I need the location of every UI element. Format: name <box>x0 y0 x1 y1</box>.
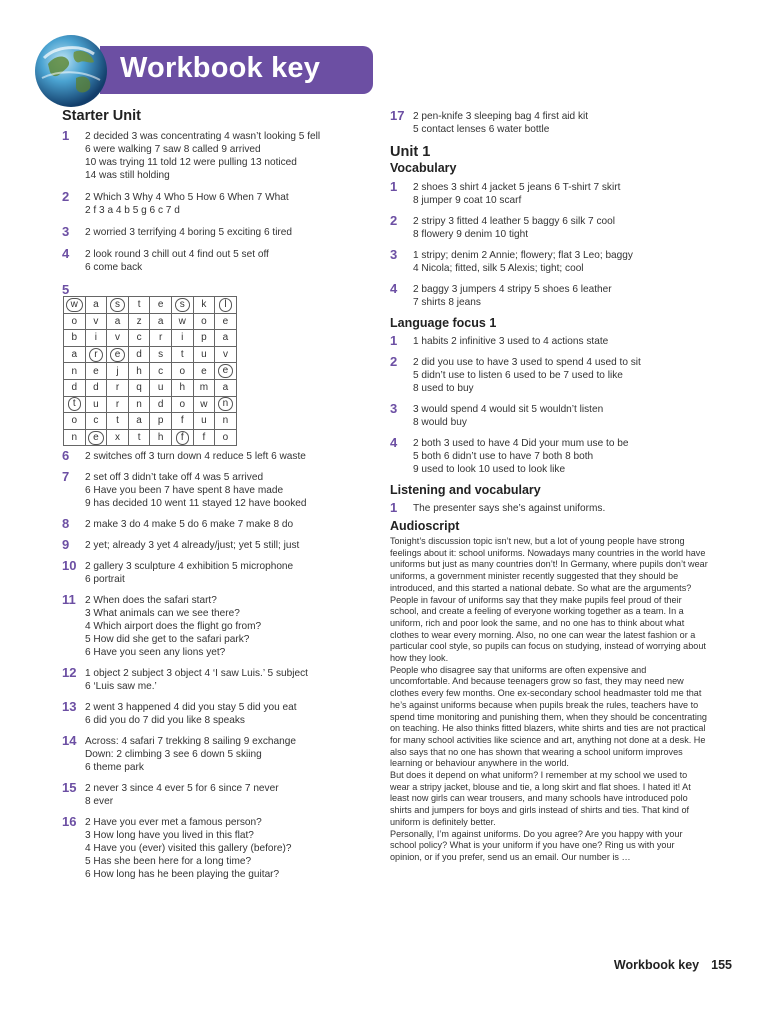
answer-line: 8 used to buy <box>413 383 474 394</box>
answer-line: 2 Have you ever met a famous person? <box>85 817 262 829</box>
grid-letter: h <box>179 382 186 394</box>
exercise <box>62 471 392 510</box>
answer-line: 14 was still holding <box>85 170 170 181</box>
exercise-number: 4 <box>62 246 70 261</box>
exercise <box>390 356 720 395</box>
exercise-number: 11 <box>62 592 76 608</box>
grid-cell <box>64 313 86 330</box>
grid-cell <box>150 330 172 347</box>
grid-cell <box>171 413 193 430</box>
exercise-number: 10 <box>62 558 77 574</box>
grid-letter: s <box>158 349 164 361</box>
grid-letter: a <box>222 332 229 344</box>
grid-row <box>64 379 237 396</box>
grid-letter: i <box>181 332 184 344</box>
wordsearch-grid <box>63 296 237 446</box>
grid-letter: a <box>114 315 121 327</box>
grid-cell <box>64 413 86 430</box>
answer-line: 4 Have you (ever) visited this gallery (before)? <box>85 843 292 855</box>
answer-line: 2 look round 3 chill out 4 find out 5 set off <box>85 249 269 260</box>
grid-cell <box>85 379 107 396</box>
answer-line: 5 both 6 didn’t use to have 7 both 8 both <box>413 451 594 462</box>
grid-cell <box>128 396 150 413</box>
answer-line: 6 portrait <box>85 574 125 586</box>
grid-cell <box>193 429 215 446</box>
grid-cell <box>171 396 193 413</box>
audioscript <box>390 536 708 864</box>
exercise-number: 2 <box>62 189 70 204</box>
grid-letter: f <box>202 432 206 444</box>
grid-cell <box>171 330 193 347</box>
exercise-number: 7 <box>62 469 70 485</box>
answer-line: 6 did you do 7 did you like 8 speaks <box>85 715 245 727</box>
grid-letter: v <box>222 349 228 361</box>
exercise <box>62 701 392 727</box>
grid-letter: v <box>93 315 99 327</box>
audioscript-paragraph: People who disagree say that uniforms are often expensive and uncomfortable. And because teenagers grow so fast, they may need new clothes every few months. One ex-secondary school headmaster told me that he’s against uniforms because when pupils break the rules, teachers have to spend time monitoring and punishing them, when they should be concentrating on teaching. He also thinks fitted blazers, white shirts and ties are not practical for many school activities like science and art, anything not done at a desk. He also says that no one has shown that wearing a school uniform improves learning or behaviour anywhere in the world. <box>390 664 707 769</box>
grid-letter: r <box>159 332 163 344</box>
answer-line: 2 went 3 happened 4 did you stay 5 did you eat <box>85 702 297 714</box>
grid-cell <box>85 297 107 314</box>
grid-letter: f <box>180 415 184 427</box>
grid-letter: n <box>218 397 234 411</box>
grid-cell <box>150 313 172 330</box>
answer-line: 6 How long has he been playing the guitar? <box>85 869 280 881</box>
grid-letter: k <box>201 299 207 311</box>
exercise <box>390 181 720 207</box>
answer-line: 6 ‘Luis saw me.’ <box>85 681 157 693</box>
grid-cell <box>107 379 129 396</box>
exercise-number: 13 <box>62 699 77 715</box>
answer-line: 1 habits 2 infinitive 3 used to 4 actions state <box>413 336 609 347</box>
exercise <box>390 249 720 275</box>
grid-cell <box>150 429 172 446</box>
exercise-number: 2 <box>390 213 398 228</box>
audioscript-paragraph: Tonight’s discussion topic isn’t new, but a lot of young people have strong feelings about it: school uniforms. Nowadays many countries in the world have uniforms but just as many countries don’t! In Germany, where pupils don’t wear uniforms, a government minister recently suggested that they should be introduced, and this started a national debate. So what are the arguments? <box>390 536 708 593</box>
grid-cell <box>150 363 172 380</box>
answer-line: 2 switches off 3 turn down 4 reduce 5 left 6 waste <box>85 451 306 463</box>
exercise <box>390 437 720 476</box>
answer-line: 2 shoes 3 shirt 4 jacket 5 jeans 6 T-shirt 7 skirt <box>413 182 621 193</box>
grid-letter: e <box>218 364 234 378</box>
right-column <box>390 110 720 864</box>
answer-line: 2 pen-knife 3 sleeping bag 4 first aid kit <box>413 111 589 122</box>
section-title-language-focus: Language focus 1 <box>390 316 497 330</box>
answer-line: 4 Which airport does the flight go from? <box>85 621 262 633</box>
grid-letter: o <box>179 365 186 377</box>
grid-cell <box>150 346 172 363</box>
exercise-number: 4 <box>390 281 398 296</box>
grid-cell <box>193 413 215 430</box>
grid-cell <box>107 330 129 347</box>
grid-letter: w <box>66 298 83 312</box>
audioscript-paragraph: Personally, I’m against uniforms. Do you agree? Are you happy with your school policy? What is your uniform if you have one? Ring us with your opinion, or if you prefer, send us an email. Our number is … <box>390 828 683 862</box>
answer-line: 5 contact lenses 6 water bottle <box>413 124 550 135</box>
grid-letter: o <box>71 415 78 427</box>
answer-line: 9 has decided 10 went 11 stayed 12 have booked <box>85 498 307 510</box>
grid-cell <box>215 346 237 363</box>
grid-cell <box>85 413 107 430</box>
exercise-number: 1 <box>390 500 398 515</box>
grid-cell <box>150 379 172 396</box>
exercise <box>390 283 720 309</box>
answer-line: 2 When does the safari start? <box>85 595 217 607</box>
grid-cell <box>193 379 215 396</box>
grid-cell <box>128 297 150 314</box>
grid-cell <box>85 396 107 413</box>
exercise <box>62 735 392 774</box>
grid-letter: e <box>110 348 126 362</box>
grid-letter: o <box>201 315 207 327</box>
grid-letter: a <box>157 315 164 327</box>
answer-line: Across: 4 safari 7 trekking 8 sailing 9 exchange <box>85 736 296 748</box>
grid-cell <box>128 346 150 363</box>
exercise-number: 2 <box>390 354 398 369</box>
grid-letter: t <box>137 299 141 311</box>
grid-cell <box>107 363 129 380</box>
exercise-number: 1 <box>390 333 398 348</box>
grid-cell <box>193 330 215 347</box>
grid-cell <box>215 413 237 430</box>
grid-cell <box>107 313 129 330</box>
grid-row <box>64 363 237 380</box>
section-title-audioscript: Audioscript <box>390 519 460 533</box>
grid-letter: u <box>201 349 207 361</box>
grid-letter: m <box>199 382 209 394</box>
grid-cell <box>64 396 86 413</box>
grid-cell <box>215 396 237 413</box>
answer-line: 6 Have you seen any lions yet? <box>85 647 226 659</box>
grid-cell <box>107 346 129 363</box>
answer-line: 1 stripy; denim 2 Annie; flowery; flat 3 Leo; baggy <box>413 250 633 261</box>
grid-cell <box>64 346 86 363</box>
grid-cell <box>193 363 215 380</box>
grid-letter: a <box>136 415 142 427</box>
grid-letter: l <box>219 298 231 312</box>
answer-line: 8 jumper 9 coat 10 scarf <box>413 195 522 206</box>
answer-line: 2 baggy 3 jumpers 4 stripy 5 shoes 6 leather <box>413 284 612 295</box>
grid-cell <box>193 346 215 363</box>
grid-row <box>64 429 237 446</box>
audioscript-paragraph: People in favour of uniforms say that they make pupils feel proud of their school, and create a feeling of everyone working together as a team. In a uniform, rich and poor look the same, and no one has to think about what clothes to wear every morning. Also, no one can wear the latest fashion or a particular cool style, so pupils can focus on studying, instead of worrying about how they look. <box>390 594 706 664</box>
page-footer <box>614 958 732 972</box>
answer-line: 5 didn’t use to listen 6 used to be 7 used to like <box>413 370 623 381</box>
language-focus-list <box>390 335 720 476</box>
grid-letter: a <box>222 382 229 394</box>
exercise <box>62 667 392 693</box>
grid-cell <box>128 363 150 380</box>
answer-line: 2 gallery 3 sculpture 4 exhibition 5 microphone <box>85 561 294 573</box>
grid-letter: t <box>116 415 119 427</box>
grid-letter: o <box>179 398 186 410</box>
grid-cell <box>107 429 129 446</box>
exercise <box>62 226 392 239</box>
grid-cell <box>171 429 193 446</box>
exercise-number: 8 <box>62 516 70 532</box>
grid-letter: h <box>136 365 142 377</box>
grid-cell <box>128 330 150 347</box>
grid-cell <box>215 330 237 347</box>
grid-letter: e <box>157 299 164 311</box>
grid-letter: p <box>201 332 207 344</box>
grid-letter: o <box>222 432 229 444</box>
section-title-listening: Listening and vocabulary <box>390 483 541 497</box>
grid-letter: s <box>175 298 190 312</box>
exercise-number: 12 <box>62 665 77 681</box>
grid-row <box>64 396 237 413</box>
grid-letter: s <box>110 298 125 312</box>
exercise-number: 3 <box>62 224 70 239</box>
grid-cell <box>150 396 172 413</box>
answer-line: 6 Have you been 7 have spent 8 have made <box>85 485 284 497</box>
exercise <box>62 191 392 217</box>
grid-letter: n <box>71 432 78 444</box>
grid-letter: u <box>201 415 207 427</box>
grid-letter: a <box>71 349 78 361</box>
answer-line: 4 Nicola; fitted, silk 5 Alexis; tight; cool <box>413 263 584 274</box>
grid-letter: x <box>114 432 120 444</box>
grid-letter: b <box>71 332 78 344</box>
grid-cell <box>150 413 172 430</box>
grid-row <box>64 413 237 430</box>
answer-line: 2 did you use to have 3 used to spend 4 used to sit <box>413 357 641 368</box>
globe-icon <box>34 34 108 108</box>
grid-row <box>64 346 237 363</box>
exercise <box>390 215 720 241</box>
listening-list <box>390 502 720 515</box>
answer-line: 7 shirts 8 jeans <box>413 297 481 308</box>
exercise <box>390 502 720 515</box>
answer-line: The presenter says she’s against uniforms. <box>413 503 606 514</box>
exercise <box>62 560 392 586</box>
exercise <box>390 403 720 429</box>
grid-cell <box>128 429 150 446</box>
left-column <box>62 110 392 889</box>
footer-label: Workbook key <box>613 958 700 972</box>
exercise-number: 3 <box>390 247 398 262</box>
grid-letter: r <box>115 398 120 410</box>
answer-line: 2 both 3 used to have 4 Did your mum use to be <box>413 438 629 449</box>
grid-letter: a <box>93 299 99 311</box>
exercise-number: 14 <box>62 733 77 749</box>
grid-cell <box>171 346 193 363</box>
grid-row <box>64 330 237 347</box>
answer-line: 3 How long have you lived in this flat? <box>85 830 254 842</box>
exercise <box>62 450 392 463</box>
exercise-list-b <box>62 450 392 881</box>
grid-cell <box>85 363 107 380</box>
exercise-number: 1 <box>390 179 398 194</box>
grid-cell <box>193 313 215 330</box>
answer-line: 2 decided 3 was concentrating 4 wasn’t looking 5 fell <box>85 131 321 142</box>
grid-letter: q <box>136 382 142 394</box>
grid-letter: t <box>137 432 141 444</box>
grid-cell <box>85 313 107 330</box>
grid-cell <box>128 313 150 330</box>
section-title-starter: Starter Unit <box>62 108 141 124</box>
grid-cell <box>85 346 107 363</box>
grid-letter: r <box>115 382 120 394</box>
answer-line: 2 Which 3 Why 4 Who 5 How 6 When 7 What <box>85 192 289 203</box>
grid-letter: w <box>178 315 186 327</box>
grid-cell <box>215 363 237 380</box>
grid-cell <box>171 313 193 330</box>
exercise-number: 5 <box>62 282 70 297</box>
exercise <box>62 782 392 808</box>
vocabulary-list <box>390 181 720 309</box>
grid-letter: v <box>114 332 120 344</box>
grid-letter: t <box>180 349 184 361</box>
exercise-wordsearch <box>62 283 392 446</box>
exercise-number: 3 <box>390 401 398 416</box>
grid-cell <box>215 379 237 396</box>
grid-letter: d <box>157 398 164 410</box>
grid-letter: e <box>201 365 207 377</box>
grid-letter: r <box>89 348 102 362</box>
exercise-number: 15 <box>62 780 77 796</box>
exercise-number: 1 <box>62 128 70 143</box>
grid-cell <box>85 330 107 347</box>
grid-letter: e <box>93 365 99 377</box>
exercise <box>62 248 392 274</box>
answer-line: 2 worried 3 terrifying 4 boring 5 exciting 6 tired <box>85 227 293 238</box>
unit-title: Unit 1 <box>390 144 431 160</box>
grid-letter: n <box>136 398 142 410</box>
exercise <box>62 539 392 552</box>
exercise-number: 9 <box>62 537 70 553</box>
grid-letter: i <box>94 332 97 344</box>
page-number: 155 <box>711 958 732 972</box>
page-title: Workbook key <box>120 52 321 84</box>
answer-line: 9 used to look 10 used to look like <box>413 464 566 475</box>
answer-line: 2 yet; already 3 yet 4 already/just; yet 5 still; just <box>85 540 300 552</box>
grid-cell <box>150 297 172 314</box>
grid-letter: h <box>157 432 164 444</box>
grid-letter: p <box>157 415 164 427</box>
audioscript-paragraph: But does it depend on what uniform? I remember at my school we used to wear a stripy jacket, blouse and tie, a long skirt and flat shoes. I hated it! At least now girls can wear trousers, and many schools have introduced polo shirts and jumpers for boys and girls instead of shirts and ties. That kind of uniform is definitely better. <box>390 770 691 827</box>
exercise <box>390 335 720 348</box>
grid-letter: c <box>158 365 164 377</box>
grid-letter: f <box>176 431 189 445</box>
grid-letter: d <box>93 382 99 394</box>
grid-cell <box>171 379 193 396</box>
grid-cell <box>64 363 86 380</box>
grid-letter: w <box>200 398 208 410</box>
grid-cell <box>193 297 215 314</box>
answer-line: 1 object 2 subject 3 object 4 ‘I saw Luis.’ 5 subject <box>85 668 308 680</box>
exercise <box>62 518 392 531</box>
grid-cell <box>128 379 150 396</box>
exercise <box>62 816 392 881</box>
section-title-vocabulary: Vocabulary <box>390 161 457 175</box>
grid-letter: c <box>136 332 142 344</box>
grid-cell <box>64 429 86 446</box>
grid-letter: t <box>68 397 81 411</box>
grid-cell <box>64 379 86 396</box>
grid-cell <box>107 413 129 430</box>
exercise-number: 6 <box>62 448 70 464</box>
grid-letter: e <box>222 315 229 327</box>
exercise-list-a <box>62 130 392 274</box>
grid-cell <box>215 429 237 446</box>
grid-letter: u <box>93 398 99 410</box>
exercise-number: 16 <box>62 814 77 830</box>
answer-line: 10 was trying 11 told 12 were pulling 13 noticed <box>85 157 297 168</box>
grid-letter: z <box>136 315 142 327</box>
grid-cell <box>215 313 237 330</box>
grid-cell <box>215 297 237 314</box>
grid-cell <box>107 396 129 413</box>
answer-line: 8 would buy <box>413 417 467 428</box>
grid-row <box>64 297 237 314</box>
answer-line: 6 theme park <box>85 762 144 774</box>
grid-letter: d <box>71 382 78 394</box>
exercise-number: 17 <box>390 108 405 123</box>
grid-letter: o <box>71 315 78 327</box>
grid-cell <box>107 297 129 314</box>
answer-line: 6 come back <box>85 262 143 273</box>
answer-line: 8 ever <box>85 796 114 808</box>
answer-line: Down: 2 climbing 3 see 6 down 5 skiing <box>85 749 262 761</box>
grid-letter: d <box>136 349 142 361</box>
grid-letter: u <box>157 382 164 394</box>
answer-line: 3 What animals can we see there? <box>85 608 240 620</box>
grid-cell <box>171 363 193 380</box>
exercise <box>390 110 720 136</box>
answer-line: 2 f 3 a 4 b 5 g 6 c 7 d <box>85 205 180 216</box>
grid-cell <box>85 429 107 446</box>
exercise-number: 4 <box>390 435 398 450</box>
answer-line: 2 set off 3 didn’t take off 4 was 5 arrived <box>85 472 264 484</box>
exercise <box>62 594 392 659</box>
answer-line: 5 Has she been here for a long time? <box>85 856 252 868</box>
grid-letter: c <box>93 415 99 427</box>
grid-cell <box>171 297 193 314</box>
answer-line: 2 never 3 since 4 ever 5 for 6 since 7 never <box>85 783 279 795</box>
grid-cell <box>64 330 86 347</box>
exercise <box>62 130 392 182</box>
grid-letter: j <box>116 365 119 377</box>
grid-cell <box>128 413 150 430</box>
grid-cell <box>193 396 215 413</box>
answer-line: 8 flowery 9 denim 10 tight <box>413 229 529 240</box>
answer-line: 5 How did she get to the safari park? <box>85 634 250 646</box>
answer-line: 2 stripy 3 fitted 4 leather 5 baggy 6 silk 7 cool <box>413 216 615 227</box>
grid-cell <box>64 297 86 314</box>
answer-line: 6 were walking 7 saw 8 called 9 arrived <box>85 144 261 155</box>
grid-letter: n <box>222 415 229 427</box>
answer-line: 2 make 3 do 4 make 5 do 6 make 7 make 8 do <box>85 519 294 531</box>
grid-row <box>64 313 237 330</box>
answer-line: 3 would spend 4 would sit 5 wouldn’t listen <box>413 404 604 415</box>
grid-letter: n <box>71 365 78 377</box>
grid-letter: e <box>88 431 104 445</box>
